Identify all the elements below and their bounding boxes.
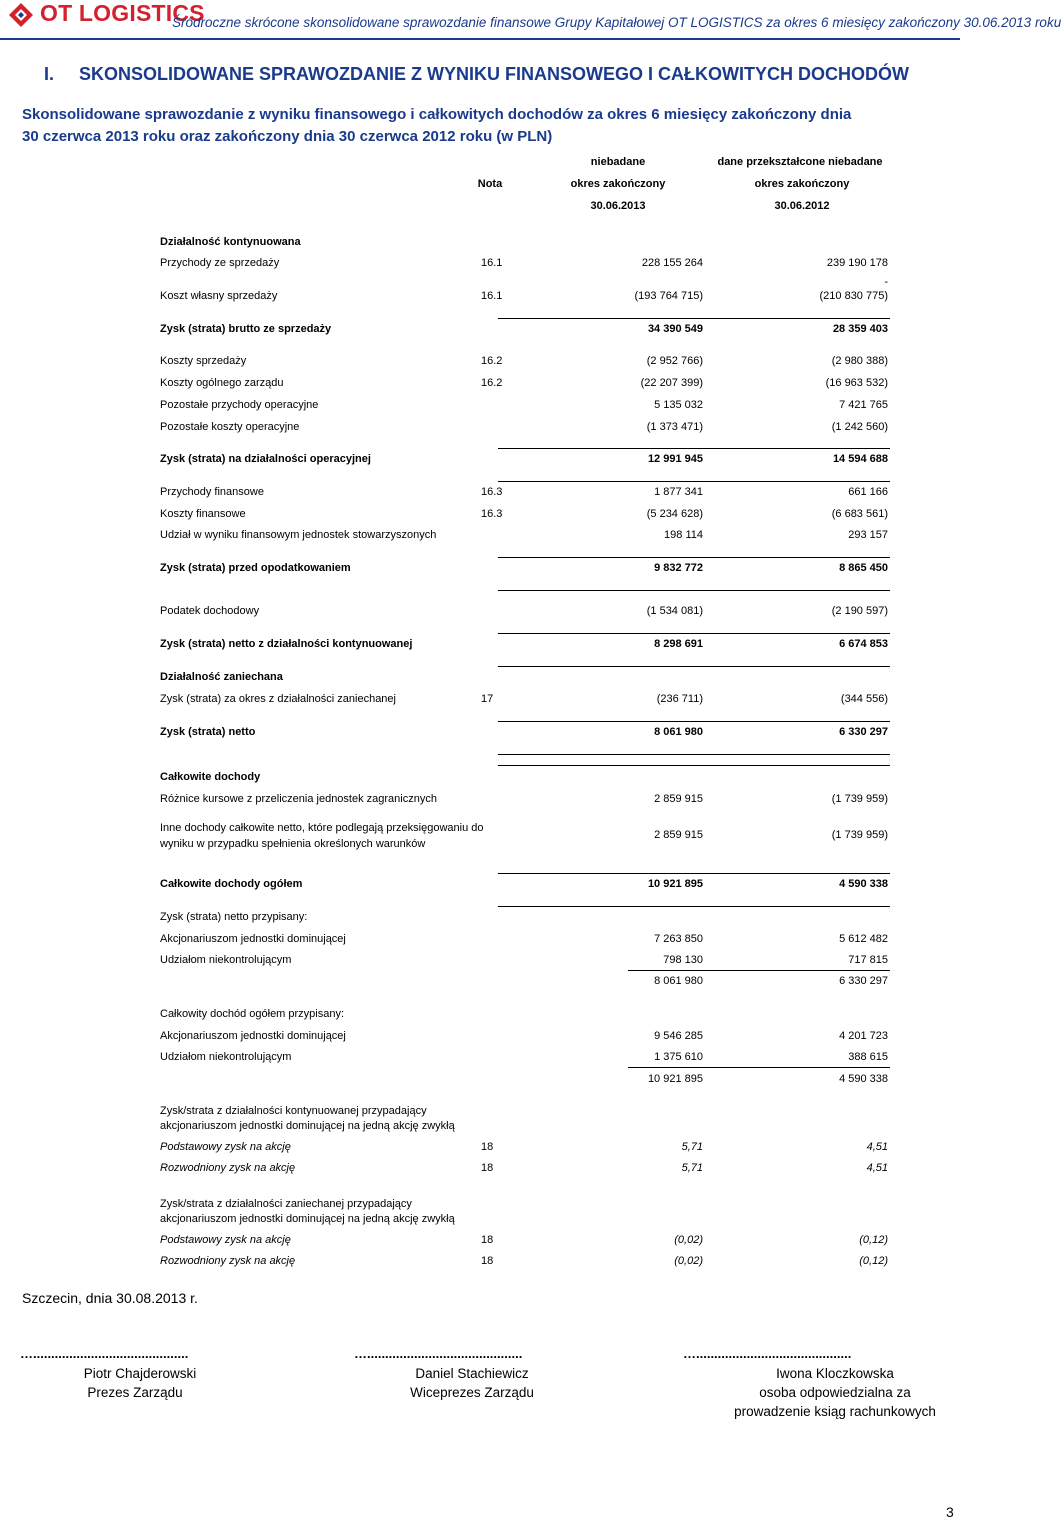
row-value-2012: (210 830 775) bbox=[819, 290, 888, 302]
row-value-2012: 717 815 bbox=[848, 954, 888, 966]
row-value-2013: 9 546 285 bbox=[654, 1030, 703, 1042]
row-value-2012: 6 674 853 bbox=[839, 638, 888, 650]
row-label: Pozostałe przychody operacyjne bbox=[160, 399, 319, 411]
table-row bbox=[0, 1030, 960, 1046]
table-row bbox=[0, 954, 960, 970]
subtotal-rule bbox=[498, 590, 890, 591]
subtotal-rule bbox=[498, 557, 890, 558]
row-value-2012: 661 166 bbox=[848, 486, 888, 498]
table-row bbox=[0, 1141, 960, 1157]
subtotal-rule bbox=[498, 666, 890, 667]
row-label: Akcjonariuszom jednostki dominującej bbox=[160, 1030, 346, 1042]
table-row bbox=[0, 975, 960, 991]
row-value-2013: 2 859 915 bbox=[654, 793, 703, 805]
row-value-2013: 2 859 915 bbox=[654, 829, 703, 841]
subtotal-rule bbox=[628, 970, 890, 971]
row-nota: 18 bbox=[481, 1234, 494, 1246]
header-divider bbox=[0, 38, 960, 40]
row-value-2012: 28 359 403 bbox=[832, 323, 888, 335]
row-nota: 18 bbox=[481, 1255, 494, 1267]
table-row bbox=[0, 562, 960, 578]
row-nota: 16.1 bbox=[481, 257, 503, 269]
table-row bbox=[0, 1051, 960, 1067]
table-row bbox=[0, 236, 960, 252]
row-value-2013: 5,71 bbox=[681, 1141, 703, 1153]
document-header-title: Śródroczne skrócone skonsolidowane sprawozdanie finansowe Grupy Kapitałowej OT LOGISTICS za okres 6 miesięcy zakończony 30.06.2013 roku bbox=[172, 15, 1061, 30]
row-value-2012: 239 190 178 bbox=[826, 257, 888, 269]
ot-logistics-logo-icon bbox=[8, 2, 34, 28]
signatory-1-name: Piotr Chajderowski bbox=[83, 1366, 197, 1381]
row-label: Całkowite dochody bbox=[160, 771, 261, 783]
table-row bbox=[0, 1105, 960, 1121]
row-label: Zysk (strata) netto bbox=[160, 726, 256, 738]
row-value-2013: (2 952 766) bbox=[646, 355, 703, 367]
row-value-2012: 293 157 bbox=[848, 529, 888, 541]
table-row bbox=[0, 878, 960, 894]
col1-header-period: okres zakończony bbox=[570, 178, 666, 190]
row-label: wyniku w przypadku spełnienia określonych warunków bbox=[160, 838, 426, 850]
row-label: Podstawowy zysk na akcję bbox=[160, 1141, 291, 1153]
table-row bbox=[0, 1120, 960, 1136]
row-label: Koszty finansowe bbox=[160, 508, 246, 520]
row-value-2012: 6 330 297 bbox=[839, 726, 888, 738]
row-value-2013: 198 114 bbox=[664, 529, 703, 541]
company-logo-text: OT LOGISTICS bbox=[40, 0, 205, 26]
row-value-2012: 4,51 bbox=[866, 1141, 888, 1153]
row-value-2013: 5,71 bbox=[681, 1162, 703, 1174]
row-value-2013: 10 921 895 bbox=[647, 878, 703, 890]
table-row bbox=[0, 508, 960, 524]
table-row bbox=[0, 911, 960, 927]
section-number: I. bbox=[44, 64, 55, 84]
table-row bbox=[0, 529, 960, 545]
row-label: Zysk (strata) przed opodatkowaniem bbox=[160, 562, 351, 574]
row-nota: 16.2 bbox=[481, 377, 503, 389]
signatory-3-role-line2: prowadzenie ksiąg rachunkowych bbox=[734, 1404, 936, 1419]
col2-header-status: dane przekształcone niebadane bbox=[717, 156, 883, 168]
row-label: Zysk (strata) netto z działalności kontynuowanej bbox=[160, 638, 413, 650]
row-value-2013: 7 263 850 bbox=[654, 933, 703, 945]
row-label: Podatek dochodowy bbox=[160, 605, 260, 617]
row-value-2013: 8 298 691 bbox=[654, 638, 703, 650]
row-label: Akcjonariuszom jednostki dominującej bbox=[160, 933, 346, 945]
table-row bbox=[0, 1213, 960, 1229]
row-value-2013: (5 234 628) bbox=[646, 508, 703, 520]
place-and-date: Szczecin, dnia 30.08.2013 r. bbox=[22, 1290, 198, 1306]
table-row bbox=[0, 1073, 960, 1089]
row-value-2013: 34 390 549 bbox=[647, 323, 703, 335]
signature-line-3: …........................................... bbox=[683, 1346, 852, 1361]
row-label: Rozwodniony zysk na akcję bbox=[160, 1162, 296, 1174]
row-label: Przychody finansowe bbox=[160, 486, 264, 498]
row-value-2012: (344 556) bbox=[840, 693, 888, 705]
row-label: Całkowity dochód ogółem przypisany: bbox=[160, 1008, 345, 1020]
page-number: 3 bbox=[946, 1504, 954, 1520]
row-label: Koszt własny sprzedaży bbox=[160, 290, 278, 302]
table-row bbox=[0, 323, 960, 339]
statement-subtitle-line1: Skonsolidowane sprawozdanie z wyniku finansowego i całkowitych dochodów za okres 6 miesięcy zakończony dnia bbox=[22, 106, 852, 123]
section-title bbox=[44, 64, 909, 85]
row-label: Całkowite dochody ogółem bbox=[160, 878, 303, 890]
row-value-2013: 10 921 895 bbox=[647, 1073, 703, 1085]
subtotal-rule bbox=[498, 633, 890, 634]
row-label: Udziałom niekontrolującym bbox=[160, 1051, 292, 1063]
row-value-2013: 798 130 bbox=[663, 954, 703, 966]
row-label: Udziałom niekontrolującym bbox=[160, 954, 292, 966]
row-label: Różnice kursowe z przeliczenia jednostek zagranicznych bbox=[160, 793, 437, 805]
row-value-2013: (22 207 399) bbox=[640, 377, 703, 389]
table-row bbox=[0, 771, 960, 787]
row-label: akcjonariuszom jednostki dominującej na jedną akcję zwykłą bbox=[160, 1213, 455, 1225]
signatory-1-role: Prezes Zarządu bbox=[87, 1385, 183, 1400]
table-row bbox=[0, 421, 960, 437]
row-value-2012: (0,12) bbox=[859, 1234, 888, 1246]
row-label: Zysk/strata z działalności kontynuowanej przypadający bbox=[160, 1105, 427, 1117]
row-label: Zysk/strata z działalności zaniechanej przypadający bbox=[160, 1198, 412, 1210]
row-value-2012: (6 683 561) bbox=[831, 508, 888, 520]
col2-header-period: okres zakończony bbox=[754, 178, 850, 190]
subtotal-rule bbox=[498, 318, 890, 319]
row-value-2013: 8 061 980 bbox=[654, 726, 703, 738]
subtotal-rule bbox=[498, 721, 890, 722]
row-value-2012: 388 615 bbox=[848, 1051, 888, 1063]
row-label: Udział w wyniku finansowym jednostek stowarzyszonych bbox=[160, 529, 437, 541]
col1-header-date: 30.06.2013 bbox=[590, 200, 646, 212]
row-nota: 17 bbox=[481, 693, 494, 705]
row-label: Podstawowy zysk na akcję bbox=[160, 1234, 291, 1246]
row-value-2012: 7 421 765 bbox=[839, 399, 888, 411]
row-value-2013: 9 832 772 bbox=[654, 562, 703, 574]
row-value-2013: (1 534 081) bbox=[646, 605, 703, 617]
row-value-2012: 6 330 297 bbox=[839, 975, 888, 987]
col1-header-status: niebadane bbox=[590, 156, 646, 168]
table-row bbox=[0, 671, 960, 687]
table-row bbox=[0, 829, 960, 845]
table-row bbox=[0, 605, 960, 621]
table-row bbox=[0, 355, 960, 371]
row-value-2012: (1 739 959) bbox=[831, 793, 888, 805]
row-value-2013: (0,02) bbox=[674, 1255, 703, 1267]
row-label: Zysk (strata) netto przypisany: bbox=[160, 911, 308, 923]
col2-header-date: 30.06.2012 bbox=[774, 200, 830, 212]
signatory-3-name: Iwona Kloczkowska bbox=[776, 1366, 894, 1381]
row-label: Zysk (strata) na działalności operacyjnej bbox=[160, 453, 371, 465]
row-value-2012: 4,51 bbox=[866, 1162, 888, 1174]
row-nota: 16.2 bbox=[481, 355, 503, 367]
statement-subtitle-line2: 30 czerwca 2013 roku oraz zakończony dnia 30 czerwca 2012 roku (w PLN) bbox=[22, 128, 553, 145]
row-nota: 18 bbox=[481, 1141, 494, 1153]
row-value-2013: (193 764 715) bbox=[634, 290, 703, 302]
row-label: Działalność kontynuowana bbox=[160, 236, 301, 248]
signatory-3-role-line1: osoba odpowiedzialna za bbox=[759, 1385, 911, 1400]
row-value-2013: (0,02) bbox=[674, 1234, 703, 1246]
row-label: Zysk (strata) brutto ze sprzedaży bbox=[160, 323, 332, 335]
table-row bbox=[0, 453, 960, 469]
row-nota: 16.1 bbox=[481, 290, 503, 302]
row-value-2013: 8 061 980 bbox=[654, 975, 703, 987]
table-row bbox=[0, 290, 960, 306]
row-value-2012: (1 242 560) bbox=[831, 421, 888, 433]
row-value-2012: 14 594 688 bbox=[832, 453, 888, 465]
section-title-text: SKONSOLIDOWANE SPRAWOZDANIE Z WYNIKU FINANSOWEGO I CAŁKOWITYCH DOCHODÓW bbox=[79, 64, 910, 84]
table-row bbox=[0, 693, 960, 709]
table-row bbox=[0, 1162, 960, 1178]
signature-line-2: …........................................... bbox=[354, 1346, 523, 1361]
row-value-2012: 4 201 723 bbox=[839, 1030, 888, 1042]
table-row bbox=[0, 793, 960, 809]
row-value-2012: (2 980 388) bbox=[831, 355, 888, 367]
row-label: Pozostałe koszty operacyjne bbox=[160, 421, 300, 433]
row-value-2012: 4 590 338 bbox=[839, 1073, 888, 1085]
table-row bbox=[0, 726, 960, 742]
subtotal-rule bbox=[498, 906, 890, 907]
row-label: Zysk (strata) za okres z działalności zaniechanej bbox=[160, 693, 396, 705]
row-value-2013: 5 135 032 bbox=[654, 399, 703, 411]
row-label: Inne dochody całkowite netto, które podlegają przeksięgowaniu do bbox=[160, 822, 484, 834]
table-row bbox=[0, 399, 960, 415]
row-label: Koszty sprzedaży bbox=[160, 355, 247, 367]
signature-line-1: …........................................... bbox=[20, 1346, 189, 1361]
row-value-2013: 1 375 610 bbox=[654, 1051, 703, 1063]
row-label: Działalność zaniechana bbox=[160, 671, 283, 683]
row-value-2012: (2 190 597) bbox=[831, 605, 888, 617]
row-label: akcjonariuszom jednostki dominującej na jedną akcję zwykłą bbox=[160, 1120, 455, 1132]
row-value-2013: (236 711) bbox=[656, 693, 703, 705]
row-value-2013: 228 155 264 bbox=[641, 257, 703, 269]
row-nota: 16.3 bbox=[481, 508, 503, 520]
table-row bbox=[0, 1198, 960, 1214]
row-value-2012: (0,12) bbox=[859, 1255, 888, 1267]
table-row bbox=[0, 377, 960, 393]
signatory-2-role: Wiceprezes Zarządu bbox=[410, 1385, 534, 1400]
row-value-2012: - bbox=[884, 276, 888, 288]
row-value-2012: (1 739 959) bbox=[831, 829, 888, 841]
row-value-2012: 5 612 482 bbox=[839, 933, 888, 945]
row-value-2012: 4 590 338 bbox=[839, 878, 888, 890]
row-nota: 18 bbox=[481, 1162, 494, 1174]
subtotal-rule bbox=[498, 873, 890, 874]
table-row bbox=[0, 1234, 960, 1250]
subtotal-rule bbox=[498, 481, 890, 482]
row-label: Koszty ogólnego zarządu bbox=[160, 377, 284, 389]
table-row bbox=[0, 933, 960, 949]
row-label: Rozwodniony zysk na akcję bbox=[160, 1255, 296, 1267]
row-value-2013: 12 991 945 bbox=[647, 453, 703, 465]
row-nota: 16.3 bbox=[481, 486, 503, 498]
table-row bbox=[0, 486, 960, 502]
row-value-2013: 1 877 341 bbox=[654, 486, 703, 498]
row-value-2012: (16 963 532) bbox=[825, 377, 888, 389]
table-row bbox=[0, 1255, 960, 1271]
subtotal-rule bbox=[498, 448, 890, 449]
subtotal-rule bbox=[628, 1067, 890, 1068]
row-label: Przychody ze sprzedaży bbox=[160, 257, 280, 269]
signatory-2-name: Daniel Stachiewicz bbox=[415, 1366, 529, 1381]
subtotal-rule bbox=[498, 765, 890, 766]
nota-column-header: Nota bbox=[477, 178, 503, 190]
row-value-2013: (1 373 471) bbox=[646, 421, 703, 433]
subtotal-rule bbox=[498, 754, 890, 755]
table-row bbox=[0, 1008, 960, 1024]
row-value-2012: 8 865 450 bbox=[839, 562, 888, 574]
table-row bbox=[0, 257, 960, 273]
table-row bbox=[0, 638, 960, 654]
